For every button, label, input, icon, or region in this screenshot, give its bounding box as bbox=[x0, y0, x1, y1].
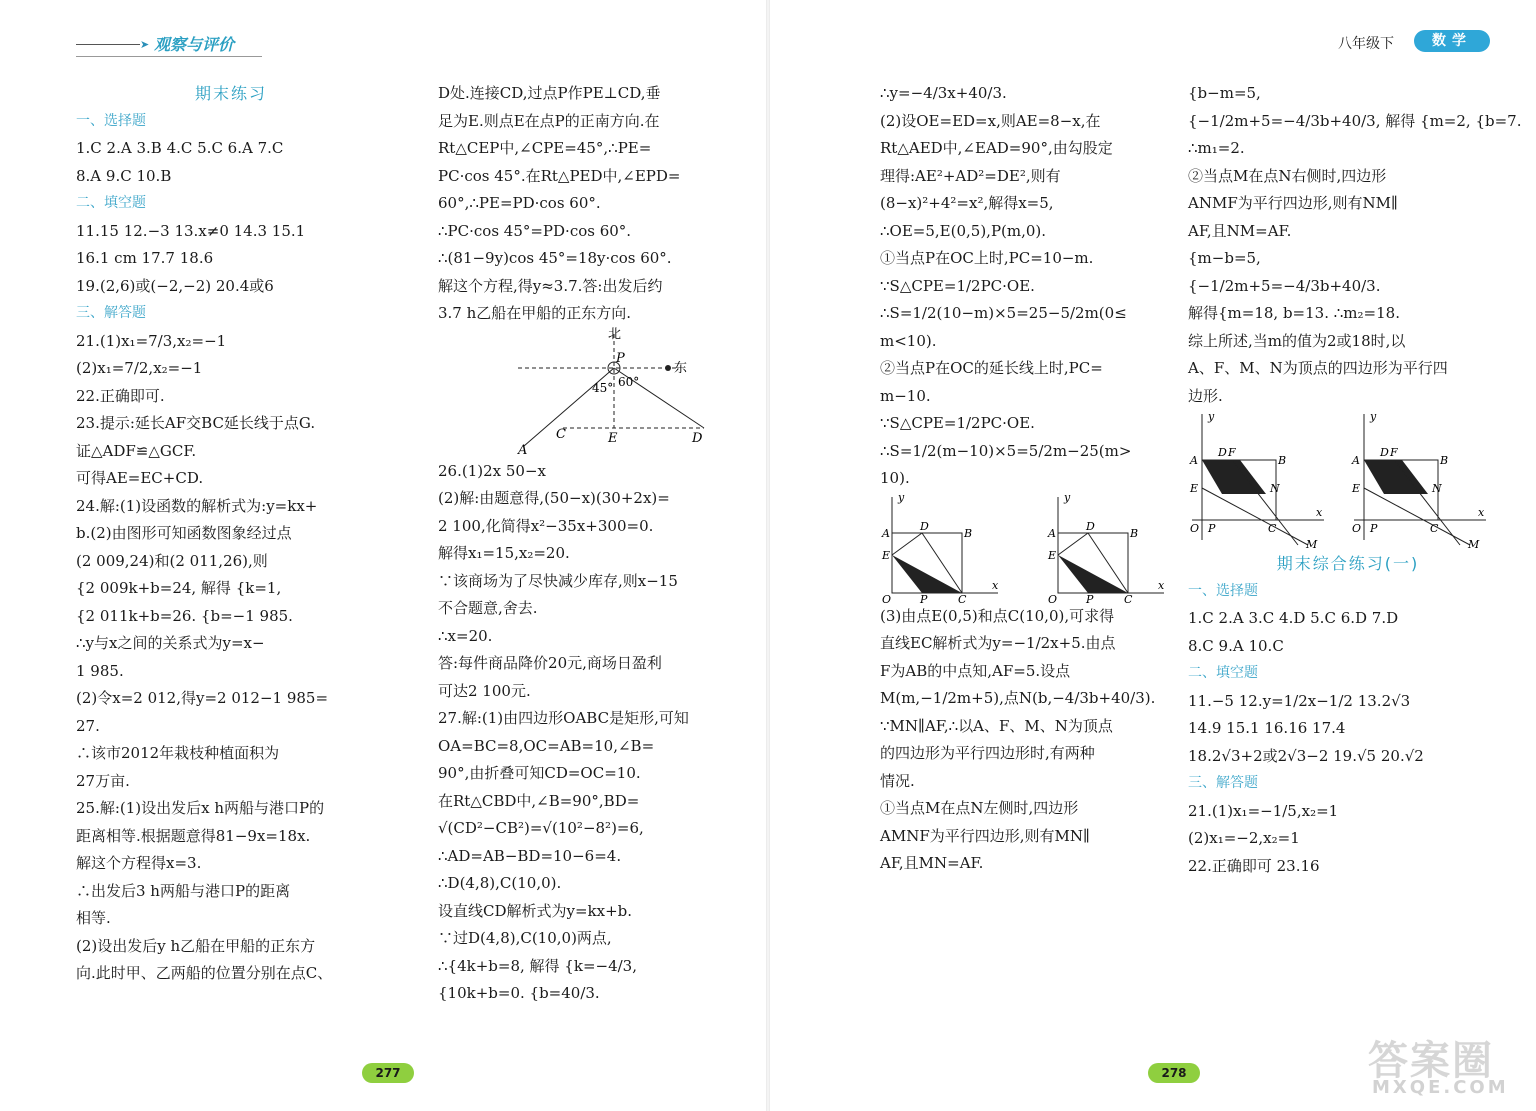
point-a-label: A bbox=[518, 442, 528, 458]
answer-line: 11.−5 12.y=1/2x−1/2 13.2√3 bbox=[1188, 691, 1411, 710]
answer-line: {10k+b=0. {b=40/3. bbox=[438, 984, 600, 1002]
answer-line: ∵过D(4,8),C(10,0)两点, bbox=[438, 929, 612, 947]
answer-line: Rt△CEP中,∠CPE=45°,∴PE= bbox=[438, 139, 652, 157]
answer-line: ∴m₁=2. bbox=[1188, 139, 1245, 157]
answer-line: F为AB的中点知,AF=5.设点 bbox=[880, 661, 1071, 680]
point-p-label: P bbox=[920, 592, 928, 606]
answer-line: 情况. bbox=[880, 771, 915, 790]
point-p-label: P bbox=[616, 350, 625, 366]
section-heading: 三、解答题 bbox=[76, 305, 146, 321]
answer-line: {−1/2m+5=−4/3b+40/3, 解得 {m=2, {b=7. bbox=[1188, 111, 1522, 130]
answer-line: 60°,∴PE=PD·cos 60°. bbox=[438, 194, 601, 212]
answer-line: 11.15 12.−3 13.x≠0 14.3 15.1 bbox=[76, 221, 306, 240]
point-e-label: E bbox=[608, 430, 618, 446]
point-p-label: P bbox=[1369, 522, 1377, 535]
point-d-label: D bbox=[1085, 519, 1095, 533]
answer-line: (2)设出发后y h乙船在甲船的正东方 bbox=[76, 936, 316, 955]
answer-line: ∴出发后3 h两船与港口P的距离 bbox=[76, 881, 291, 900]
answer-line: (3)由点E(0,5)和点C(10,0),可求得 bbox=[880, 606, 1115, 625]
answer-line: (2)解:由题意得,(50−x)(30+2x)= bbox=[438, 489, 670, 507]
point-b-label: B bbox=[964, 526, 973, 540]
figure-rects bbox=[880, 490, 1170, 606]
answer-line: 综上所述,当m的值为2或18时,以 bbox=[1188, 331, 1406, 350]
point-d-label: D bbox=[1218, 446, 1227, 459]
answer-line: 19.(2,6)或(−2,−2) 20.4或6 bbox=[76, 276, 274, 295]
answer-line: 8.A 9.C 10.B bbox=[76, 166, 172, 185]
y-axis-label: y bbox=[1063, 490, 1070, 504]
answer-line: 26.(1)2x 50−x bbox=[438, 461, 546, 480]
answer-line: 解这个方程得x=3. bbox=[76, 854, 202, 872]
answer-line: 理得:AE²+AD²=DE²,则有 bbox=[880, 166, 1061, 185]
answer-line: Rt△AED中,∠EAD=90°,由勾股定 bbox=[880, 139, 1113, 157]
compass-diagram bbox=[478, 326, 703, 458]
watermark-logo bbox=[1368, 1029, 1528, 1105]
answer-line: 边形. bbox=[1188, 386, 1223, 405]
rect-diagram bbox=[880, 490, 1000, 606]
answer-line: 足为E.则点E在点P的正南方向.在 bbox=[438, 111, 660, 130]
grade-label: 八年级下 bbox=[1338, 36, 1394, 52]
north-label: 北 bbox=[608, 326, 622, 342]
answer-line: ∴y与x之间的关系式为y=x− bbox=[76, 634, 265, 652]
answer-line: ∴D(4,8),C(10,0). bbox=[438, 874, 562, 892]
answer-line: 1 985. bbox=[76, 661, 124, 680]
answer-line: b.(2)由图形可知函数图象经过点 bbox=[76, 524, 292, 542]
point-m-label: M bbox=[1467, 538, 1479, 551]
point-c-label: C bbox=[1123, 592, 1132, 606]
point-c-label: C bbox=[1429, 522, 1438, 535]
parallelogram-diagram bbox=[1188, 410, 1328, 550]
answer-line: ①当点M在点N左侧时,四边形 bbox=[880, 799, 1079, 817]
x-axis-label: x bbox=[1477, 506, 1484, 519]
answer-line: 3.7 h乙船在甲船的正东方向. bbox=[438, 304, 632, 322]
header-underline bbox=[76, 56, 262, 57]
answer-line: 答:每件商品降价20元,商场日盈利 bbox=[438, 654, 662, 672]
section-heading: 三、解答题 bbox=[1188, 775, 1258, 791]
answer-line: 可达2 100元. bbox=[438, 681, 531, 700]
answer-line: (2 009,24)和(2 011,26),则 bbox=[76, 551, 268, 570]
answer-line: ∴AD=AB−BD=10−6=4. bbox=[438, 846, 622, 865]
point-a-label: A bbox=[1351, 454, 1360, 467]
answer-line: ANMF为平行四边形,则有NM∥ bbox=[1188, 194, 1398, 212]
x-axis-label: x bbox=[992, 578, 999, 592]
point-b-label: B bbox=[1439, 454, 1448, 467]
answer-line: OA=BC=8,OC=AB=10,∠B= bbox=[438, 736, 655, 755]
point-b-label: B bbox=[1129, 526, 1138, 540]
answer-line: √(CD²−CB²)=√(10²−8²)=6, bbox=[438, 819, 644, 837]
rect-diagram bbox=[1046, 490, 1166, 606]
answer-line: 解得{m=18, b=13. ∴m₂=18. bbox=[1188, 304, 1400, 322]
answer-line: ∵MN∥AF,∴以A、F、M、N为顶点 bbox=[880, 716, 1113, 735]
point-e-label: E bbox=[1047, 548, 1056, 562]
page-number-left: 277 bbox=[362, 1063, 414, 1083]
header-title: 观察与评价 bbox=[154, 35, 235, 54]
point-a-label: A bbox=[1047, 526, 1056, 540]
answer-column-4 bbox=[1188, 80, 1522, 880]
section-heading: 二、填空题 bbox=[1188, 665, 1258, 681]
answer-line: AF,且MN=AF. bbox=[880, 854, 984, 872]
answer-line: 18.2√3+2或2√3−2 19.√5 20.√2 bbox=[1188, 746, 1424, 765]
answer-line: 90°,由折叠可知CD=OC=10. bbox=[438, 764, 641, 782]
section-title: 期末练习 bbox=[194, 84, 267, 103]
point-d-label: D bbox=[692, 430, 703, 446]
answer-line: {2 011k+b=26. {b=−1 985. bbox=[76, 606, 293, 625]
origin-label: O bbox=[1190, 522, 1200, 535]
answer-line: 的四边形为平行四边形时,有两种 bbox=[880, 744, 1095, 762]
answer-line: ①当点P在OC上时,PC=10−m. bbox=[880, 249, 1094, 267]
answer-line: ②当点P在OC的延长线上时,PC= bbox=[880, 359, 1103, 377]
section-title: 期末综合练习(一) bbox=[1276, 554, 1420, 573]
answer-line: 不合题意,舍去. bbox=[438, 599, 538, 617]
answer-line: ∵该商场为了尽快减少库存,则x−15 bbox=[438, 571, 678, 590]
answer-line: 22.正确即可. bbox=[76, 386, 165, 405]
origin-label: O bbox=[1047, 592, 1057, 606]
point-e-label: E bbox=[882, 548, 891, 562]
answer-line: 2 100,化简得x²−35x+300=0. bbox=[438, 516, 654, 535]
answer-line: 证△ADF≌△GCF. bbox=[76, 441, 197, 460]
answer-line: 相等. bbox=[76, 909, 111, 927]
watermark-url: MXQE.COM bbox=[1372, 1077, 1509, 1098]
answer-line: 距离相等.根据题意得81−9x=18x. bbox=[76, 826, 311, 845]
header-rule bbox=[76, 44, 140, 45]
answer-line: ∴PC·cos 45°=PD·cos 60°. bbox=[438, 221, 632, 240]
answer-line: 1.C 2.A 3.C 4.D 5.C 6.D 7.D bbox=[1188, 609, 1399, 627]
answer-line: (2)令x=2 012,得y=2 012−1 985= bbox=[76, 689, 329, 707]
section-heading: 二、填空题 bbox=[76, 195, 146, 211]
answer-line: 27. bbox=[76, 716, 100, 735]
answer-line: {b−m=5, bbox=[1188, 84, 1261, 102]
answer-line: m<10). bbox=[880, 331, 937, 350]
answer-line: m−10. bbox=[880, 386, 931, 405]
y-axis-label: y bbox=[1208, 410, 1215, 423]
answer-line: 16.1 cm 17.7 18.6 bbox=[76, 249, 214, 267]
point-e-label: E bbox=[1190, 482, 1199, 495]
answer-line: 设直线CD解析式为y=kx+b. bbox=[438, 901, 633, 920]
answer-line: ∴OE=5,E(0,5),P(m,0). bbox=[880, 221, 1047, 240]
answer-line: 8.C 9.A 10.C bbox=[1188, 636, 1284, 655]
point-m-label: M bbox=[1306, 538, 1318, 551]
answer-line: 10). bbox=[880, 469, 910, 487]
answer-column-3 bbox=[880, 80, 1170, 878]
answer-line: (2)设OE=ED=x,则AE=8−x,在 bbox=[880, 111, 1101, 130]
answer-line: 23.提示:延长AF交BC延长线于点G. bbox=[76, 414, 316, 432]
answer-line: 24.解:(1)设函数的解析式为:y=kx+ bbox=[76, 496, 318, 515]
answer-line: M(m,−1/2m+5),点N(b,−4/3b+40/3). bbox=[880, 689, 1156, 707]
point-c-label: C bbox=[958, 592, 967, 606]
answer-line: PC·cos 45°.在Rt△PED中,∠EPD= bbox=[438, 166, 681, 185]
answer-line: 直线EC解析式为y=−1/2x+5.由点 bbox=[880, 634, 1116, 652]
answer-line: 在Rt△CBD中,∠B=90°,BD= bbox=[438, 791, 640, 810]
origin-label: O bbox=[882, 592, 892, 606]
point-a-label: A bbox=[882, 526, 890, 540]
answer-line: ∵S△CPE=1/2PC·OE. bbox=[880, 414, 1035, 432]
answer-line: 解得x₁=15,x₂=20. bbox=[438, 544, 570, 562]
point-f-label: F bbox=[1389, 446, 1398, 459]
answer-line: ∴(81−9y)cos 45°=18y·cos 60°. bbox=[438, 249, 672, 267]
figure-rects2 bbox=[1188, 410, 1508, 550]
answer-line: {2 009k+b=24, 解得 {k=1, bbox=[76, 579, 282, 597]
point-a-label: A bbox=[1190, 454, 1198, 467]
answer-line: ∴S=1/2(m−10)×5=5/2m−25(m> bbox=[880, 441, 1132, 460]
angle-45-label: 45° bbox=[592, 380, 614, 395]
y-axis-label: y bbox=[898, 490, 905, 504]
header-left bbox=[76, 30, 262, 56]
answer-line: ∵S△CPE=1/2PC·OE. bbox=[880, 276, 1035, 295]
answer-line: 14.9 15.1 16.16 17.4 bbox=[1188, 719, 1346, 737]
right-page bbox=[768, 0, 1536, 1111]
point-e-label: E bbox=[1351, 482, 1360, 495]
point-c-label: C bbox=[1268, 522, 1277, 535]
answer-column-2 bbox=[438, 80, 728, 1008]
answer-line: 解这个方程,得y≈3.7.答:出发后约 bbox=[438, 276, 663, 295]
point-d-label: D bbox=[920, 519, 929, 533]
answer-line: 25.解:(1)设出发后x h两船与港口P的 bbox=[76, 799, 325, 817]
figure-compass bbox=[438, 328, 728, 458]
answer-column-1 bbox=[76, 80, 386, 988]
answer-line: AF,且NM=AF. bbox=[1188, 221, 1292, 240]
answer-line: ∴该市2012年栽枝种植面积为 bbox=[76, 744, 280, 762]
point-b-label: B bbox=[1278, 454, 1287, 467]
subject-badge: 数学 bbox=[1414, 30, 1490, 52]
x-axis-label: x bbox=[1316, 506, 1323, 519]
answer-line: (2)x₁=7/2,x₂=−1 bbox=[76, 359, 203, 377]
point-c-label: C bbox=[556, 426, 566, 442]
answer-line: 向.此时甲、乙两船的位置分别在点C、 bbox=[76, 964, 333, 982]
point-n-label: N bbox=[1431, 482, 1442, 495]
point-p-label: P bbox=[1085, 592, 1093, 606]
watermark-text: 答案圈 bbox=[1368, 1038, 1494, 1084]
point-n-label: N bbox=[1270, 482, 1280, 495]
origin-label: O bbox=[1351, 522, 1361, 535]
answer-line: ∴y=−4/3x+40/3. bbox=[880, 84, 1007, 102]
answer-line: 22.正确即可 23.16 bbox=[1188, 856, 1320, 875]
answer-line: 可得AE=EC+CD. bbox=[76, 469, 204, 487]
section-heading: 一、选择题 bbox=[1188, 582, 1258, 599]
angle-60-label: 60° bbox=[618, 374, 640, 389]
point-f-label: F bbox=[1228, 446, 1236, 459]
answer-line: (8−x)²+4²=x²,解得x=5, bbox=[880, 194, 1054, 212]
y-axis-label: y bbox=[1369, 410, 1376, 423]
answer-line: {m−b=5, bbox=[1188, 249, 1261, 267]
answer-line: 27万亩. bbox=[76, 771, 130, 790]
answer-line: ∴{4k+b=8, 解得 {k=−4/3, bbox=[438, 956, 637, 975]
point-d-label: D bbox=[1379, 446, 1389, 459]
answer-line: 21.(1)x₁=7/3,x₂=−1 bbox=[76, 331, 227, 350]
section-heading: 一、选择题 bbox=[76, 112, 146, 129]
answer-line: D处.连接CD,过点P作PE⊥CD,垂 bbox=[438, 84, 661, 102]
answer-line: (2)x₁=−2,x₂=1 bbox=[1188, 829, 1300, 847]
answer-line: ∴S=1/2(10−m)×5=25−5/2m(0≤ bbox=[880, 304, 1127, 322]
answer-line: {−1/2m+5=−4/3b+40/3. bbox=[1188, 276, 1381, 295]
x-axis-label: x bbox=[1157, 578, 1164, 592]
answer-line: AMNF为平行四边形,则有MN∥ bbox=[880, 826, 1090, 845]
answer-line: 27.解:(1)由四边形OABC是矩形,可知 bbox=[438, 709, 689, 727]
answer-line: ②当点M在点N右侧时,四边形 bbox=[1188, 166, 1387, 185]
page-number-right: 278 bbox=[1148, 1063, 1200, 1083]
answer-line: 1.C 2.A 3.B 4.C 5.C 6.A 7.C bbox=[76, 139, 284, 157]
arrow-icon: ➤ bbox=[140, 38, 150, 51]
answer-line: 21.(1)x₁=−1/5,x₂=1 bbox=[1188, 801, 1339, 820]
east-label: 东 bbox=[674, 360, 688, 376]
answer-line: ∴x=20. bbox=[438, 626, 493, 645]
point-p-label: P bbox=[1208, 522, 1216, 535]
parallelogram-diagram bbox=[1350, 410, 1490, 550]
answer-line: A、F、M、N为顶点的四边形为平行四 bbox=[1188, 359, 1448, 377]
